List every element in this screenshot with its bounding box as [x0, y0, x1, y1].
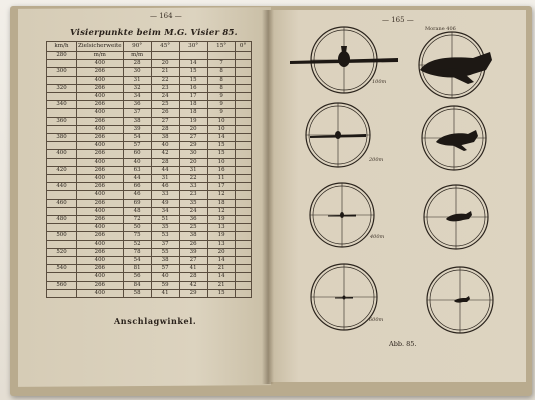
table-cell	[235, 257, 251, 265]
table-row	[47, 199, 252, 207]
table-cell	[235, 134, 251, 142]
table-cell: 266	[77, 265, 124, 273]
table-row	[47, 52, 252, 60]
table-cell	[235, 191, 251, 199]
table-cell	[47, 60, 77, 68]
table-cell	[235, 142, 251, 150]
table-cell: 380	[47, 134, 77, 142]
table-cell: 20	[179, 158, 207, 166]
table-cell: 28	[179, 273, 207, 281]
table-cell: 78	[123, 248, 151, 256]
table-cell: 560	[47, 281, 77, 289]
table-cell: 14	[207, 134, 235, 142]
gunsight-diagrams	[268, 10, 526, 382]
table-cell: 36	[179, 216, 207, 224]
table-cell: 7	[207, 60, 235, 68]
table-cell: 22	[151, 76, 179, 84]
table-cell	[235, 68, 251, 76]
header-15: 15°	[207, 42, 235, 52]
table-cell: 266	[77, 117, 124, 125]
header-90: 90°	[123, 42, 151, 52]
table-cell: 50	[123, 224, 151, 232]
table-cell	[235, 224, 251, 232]
table-row	[47, 289, 252, 297]
table-row	[47, 216, 252, 224]
table-row	[47, 93, 252, 101]
table-cell: 280	[47, 52, 77, 60]
table-cell: 320	[47, 84, 77, 92]
table-cell: 400	[77, 60, 124, 68]
table-cell	[207, 52, 235, 60]
table-cell: 59	[151, 281, 179, 289]
table-cell: 41	[151, 289, 179, 297]
table-cell	[179, 52, 207, 60]
table-row	[47, 134, 252, 142]
table-cell: 33	[179, 183, 207, 191]
range-label-400: 400m	[370, 234, 385, 240]
table-row	[47, 125, 252, 133]
table-cell	[47, 125, 77, 133]
table-cell: 56	[123, 273, 151, 281]
table-cell: 81	[123, 265, 151, 273]
table-cell	[47, 257, 77, 265]
table-cell: 360	[47, 117, 77, 125]
table-cell	[235, 60, 251, 68]
sight-head-on-200	[306, 103, 370, 167]
table-cell	[47, 191, 77, 199]
table-cell: 49	[151, 199, 179, 207]
table-cell: 13	[207, 240, 235, 248]
table-cell: 14	[179, 60, 207, 68]
table-cell: 9	[207, 101, 235, 109]
table-cell: 14	[207, 273, 235, 281]
table-cell: 20	[179, 125, 207, 133]
table-cell	[235, 273, 251, 281]
table-cell: 400	[77, 125, 124, 133]
table-row	[47, 76, 252, 84]
table-row	[47, 166, 252, 174]
table-cell: 500	[47, 232, 77, 240]
table-cell: 24	[179, 207, 207, 215]
table-cell	[47, 175, 77, 183]
table-cell	[235, 281, 251, 289]
left-page-caption: Anschlagwinkel.	[114, 316, 197, 326]
table-cell: 400	[77, 240, 124, 248]
table-header-row	[47, 42, 252, 52]
table-cell: 30	[179, 150, 207, 158]
table-cell: 37	[123, 109, 151, 117]
table-cell: 51	[151, 216, 179, 224]
table-cell: 35	[179, 199, 207, 207]
table-cell	[47, 273, 77, 281]
table-cell	[151, 52, 179, 60]
table-cell: 12	[207, 207, 235, 215]
table-cell: 20	[151, 60, 179, 68]
table-cell: 31	[179, 166, 207, 174]
table-cell: 46	[151, 183, 179, 191]
table-cell: 16	[207, 166, 235, 174]
table-cell: 10	[207, 158, 235, 166]
left-page-title: Visierpunkte beim M.G. Visier 85.	[70, 28, 238, 38]
table-cell: 37	[151, 240, 179, 248]
table-cell: 520	[47, 248, 77, 256]
table-cell: 23	[179, 191, 207, 199]
table-cell	[235, 183, 251, 191]
table-cell: 21	[207, 281, 235, 289]
table-cell	[235, 265, 251, 273]
table-cell: 31	[123, 76, 151, 84]
sight-side-200	[422, 106, 486, 170]
table-row	[47, 257, 252, 265]
table-cell: 26	[151, 109, 179, 117]
table-cell: 480	[47, 216, 77, 224]
table-cell: 28	[123, 60, 151, 68]
table-cell: 266	[77, 101, 124, 109]
sight-side-100	[419, 32, 492, 98]
table-row	[47, 142, 252, 150]
table-cell	[235, 166, 251, 174]
table-cell: 63	[123, 166, 151, 174]
table-cell	[235, 150, 251, 158]
table-cell: 8	[207, 76, 235, 84]
table-cell: 400	[77, 257, 124, 265]
table-cell: 266	[77, 248, 124, 256]
table-cell: 400	[77, 109, 124, 117]
sight-head-on-400	[310, 183, 374, 247]
table-cell	[47, 109, 77, 117]
table-cell: 38	[151, 134, 179, 142]
table-cell: 400	[77, 93, 124, 101]
table-cell: 266	[77, 216, 124, 224]
table-cell: 15	[179, 76, 207, 84]
table-cell: 440	[47, 183, 77, 191]
range-label-100: 100m	[372, 79, 387, 85]
aircraft-label: Morane 406	[425, 26, 456, 32]
table-cell: 19	[179, 117, 207, 125]
table-cell	[235, 289, 251, 297]
table-cell: 460	[47, 199, 77, 207]
table-cell: 25	[151, 101, 179, 109]
table-cell: 24	[151, 93, 179, 101]
table-cell: 27	[179, 257, 207, 265]
table-row	[47, 248, 252, 256]
table-cell: 44	[123, 175, 151, 183]
table-cell: 29	[179, 142, 207, 150]
table-cell: 35	[151, 224, 179, 232]
table-cell: 10	[207, 125, 235, 133]
table-cell: 57	[123, 142, 151, 150]
table-cell: 12	[207, 191, 235, 199]
table-row	[47, 101, 252, 109]
table-cell: 46	[123, 191, 151, 199]
table-cell: 38	[151, 257, 179, 265]
table-cell: 57	[151, 265, 179, 273]
aiming-point-table	[46, 41, 252, 298]
table-cell	[235, 125, 251, 133]
header-45: 45°	[151, 42, 179, 52]
table-cell: 266	[77, 150, 124, 158]
table-cell: 18	[179, 109, 207, 117]
table-row	[47, 281, 252, 289]
table-cell	[235, 109, 251, 117]
table-cell	[47, 240, 77, 248]
table-cell: 540	[47, 265, 77, 273]
table-cell: 28	[151, 158, 179, 166]
table-cell: 20	[207, 248, 235, 256]
header-distance: Zielsicherweite	[77, 42, 124, 52]
table-cell: 400	[77, 158, 124, 166]
table-cell: 54	[123, 134, 151, 142]
table-cell: 60	[123, 150, 151, 158]
table-cell: 400	[77, 142, 124, 150]
table-cell: 340	[47, 101, 77, 109]
table-cell: 28	[151, 125, 179, 133]
table-cell: 40	[151, 142, 179, 150]
table-cell: 13	[207, 224, 235, 232]
table-cell: 18	[179, 101, 207, 109]
table-cell: 266	[77, 199, 124, 207]
table-row	[47, 158, 252, 166]
table-row	[47, 84, 252, 92]
right-page-number: — 165 —	[382, 16, 414, 24]
table-cell: 84	[123, 281, 151, 289]
table-cell: 58	[123, 289, 151, 297]
table-row	[47, 60, 252, 68]
sight-side-600	[427, 267, 493, 333]
table-row	[47, 175, 252, 183]
table-cell: 400	[77, 175, 124, 183]
table-cell: 42	[179, 281, 207, 289]
table-cell	[47, 158, 77, 166]
table-cell: 11	[207, 175, 235, 183]
table-cell: 15	[207, 289, 235, 297]
table-cell: 266	[77, 183, 124, 191]
table-cell: 44	[151, 166, 179, 174]
table-cell: 25	[179, 224, 207, 232]
table-cell: 53	[151, 232, 179, 240]
table-cell: 400	[47, 150, 77, 158]
table-cell: 38	[179, 232, 207, 240]
table-cell: 8	[207, 84, 235, 92]
table-cell: 15	[207, 142, 235, 150]
table-cell	[235, 76, 251, 84]
table-row	[47, 224, 252, 232]
table-cell: 69	[123, 199, 151, 207]
table-cell: 420	[47, 166, 77, 174]
header-speed: km/h	[47, 42, 77, 52]
table-cell: 266	[77, 281, 124, 289]
sight-head-on-600	[311, 264, 377, 330]
table-cell: 15	[179, 68, 207, 76]
table-cell: 27	[179, 134, 207, 142]
table-cell: 266	[77, 166, 124, 174]
table-cell	[47, 224, 77, 232]
table-cell	[47, 289, 77, 297]
table-cell: 26	[179, 240, 207, 248]
table-cell: 14	[207, 257, 235, 265]
table-cell: 42	[151, 150, 179, 158]
table-row	[47, 183, 252, 191]
table-cell: 52	[123, 240, 151, 248]
table-cell: 34	[151, 207, 179, 215]
table-row	[47, 240, 252, 248]
table-cell: 8	[207, 68, 235, 76]
table-cell	[235, 232, 251, 240]
table-cell: 17	[179, 93, 207, 101]
table-cell: 266	[77, 232, 124, 240]
table-cell: 27	[151, 117, 179, 125]
table-row	[47, 109, 252, 117]
table-cell: 18	[207, 199, 235, 207]
table-cell	[47, 207, 77, 215]
table-cell	[47, 142, 77, 150]
table-cell: 9	[207, 109, 235, 117]
table-row	[47, 150, 252, 158]
table-cell: 72	[123, 216, 151, 224]
sight-head-on-100	[290, 27, 398, 93]
table-cell: 300	[47, 68, 77, 76]
table-row	[47, 273, 252, 281]
table-cell	[235, 175, 251, 183]
table-row	[47, 191, 252, 199]
table-cell: 400	[77, 207, 124, 215]
table-cell: 34	[123, 93, 151, 101]
table-cell: 21	[207, 265, 235, 273]
table-cell: 15	[207, 150, 235, 158]
header-30: 30°	[179, 42, 207, 52]
table-cell: 41	[179, 265, 207, 273]
table-cell: 29	[179, 289, 207, 297]
table-cell	[47, 76, 77, 84]
table-row	[47, 232, 252, 240]
table-cell: 400	[77, 76, 124, 84]
figure-caption: Abb. 85.	[389, 340, 417, 348]
table-cell	[235, 158, 251, 166]
table-cell	[235, 248, 251, 256]
table-cell: 9	[207, 93, 235, 101]
table-row	[47, 265, 252, 273]
range-label-600: 600m	[369, 317, 384, 323]
table-cell: 19	[207, 216, 235, 224]
table-cell	[235, 216, 251, 224]
table-cell: 39	[179, 248, 207, 256]
table-cell: m/m	[77, 52, 124, 60]
table-cell: 400	[77, 289, 124, 297]
table-cell	[235, 207, 251, 215]
table-cell: 16	[179, 84, 207, 92]
sight-side-400	[424, 185, 488, 249]
table-cell	[235, 93, 251, 101]
table-cell: 266	[77, 134, 124, 142]
table-cell: 31	[151, 175, 179, 183]
table-cell: 400	[77, 191, 124, 199]
table-cell: 30	[123, 68, 151, 76]
table-cell	[235, 240, 251, 248]
table-cell: 266	[77, 68, 124, 76]
table-cell: 66	[123, 183, 151, 191]
table-cell: 10	[207, 117, 235, 125]
table-cell: 23	[151, 84, 179, 92]
table-cell	[235, 52, 251, 60]
table-cell: 400	[77, 224, 124, 232]
table-cell: 39	[123, 125, 151, 133]
table-cell: 19	[207, 232, 235, 240]
table-cell: 36	[123, 101, 151, 109]
table-cell: 40	[151, 273, 179, 281]
table-row	[47, 117, 252, 125]
table-row	[47, 207, 252, 215]
table-cell	[235, 101, 251, 109]
table-cell: 17	[207, 183, 235, 191]
table-cell: 48	[123, 207, 151, 215]
table-cell: 400	[77, 273, 124, 281]
table-cell	[235, 84, 251, 92]
table-cell: m/m	[123, 52, 151, 60]
table-cell: 55	[151, 248, 179, 256]
table-cell: 38	[123, 117, 151, 125]
table-cell: 54	[123, 257, 151, 265]
left-page-number: — 164 —	[150, 12, 182, 20]
table-cell	[47, 93, 77, 101]
table-cell: 266	[77, 84, 124, 92]
table-cell	[235, 117, 251, 125]
range-label-200: 200m	[369, 157, 384, 163]
table-cell: 40	[123, 158, 151, 166]
table-cell: 75	[123, 232, 151, 240]
table-cell: 21	[151, 68, 179, 76]
table-cell: 33	[151, 191, 179, 199]
table-row	[47, 68, 252, 76]
header-0: 0°	[235, 42, 251, 52]
table-cell: 22	[179, 175, 207, 183]
table-cell: 32	[123, 84, 151, 92]
table-cell	[235, 199, 251, 207]
